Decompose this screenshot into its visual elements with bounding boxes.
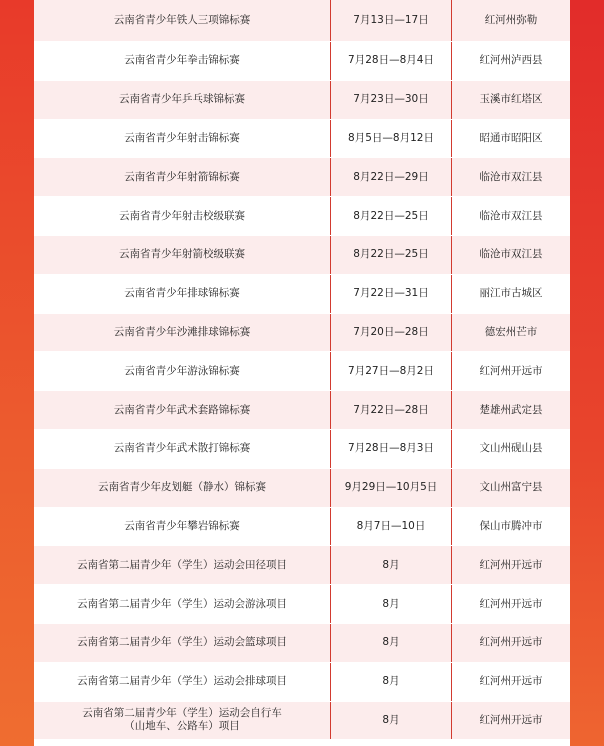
event-date: 7月22日—28日: [330, 391, 452, 429]
event-name: 云南省青少年攀岩锦标赛: [124, 519, 240, 532]
table-row: [34, 624, 570, 663]
event-name: 云南省青少年皮划艇（静水）锦标赛: [98, 481, 266, 494]
event-name: 云南省青少年射击锦标赛: [124, 131, 240, 144]
event-date: 8月5日—8月12日: [330, 120, 452, 158]
table-row: [34, 275, 570, 314]
event-location: 红河州开远市: [479, 675, 543, 688]
event-name-cell: [34, 702, 330, 740]
event-name-cell: [34, 275, 330, 313]
event-date: 9月29日—10月5日: [330, 469, 452, 507]
event-date: 7月13日—17日: [330, 0, 452, 41]
event-name: 云南省青少年武术套路锦标赛: [113, 403, 251, 416]
event-name: 云南省青少年游泳锦标赛: [124, 364, 240, 377]
event-date: 8月: [330, 702, 452, 740]
event-location: 红河州开远市: [479, 364, 543, 377]
schedule-table: [34, 0, 570, 746]
table-row: [34, 81, 570, 120]
event-name: 云南省青少年射箭锦标赛: [124, 170, 240, 183]
event-name: 云南省青少年武术散打锦标赛: [113, 442, 251, 455]
event-date: 7月27日—8月2日: [330, 352, 452, 390]
event-name: 云南省青少年拳击锦标赛: [124, 54, 240, 67]
event-location: 文山州砚山县: [479, 442, 543, 455]
event-name: 云南省青少年沙滩排球锦标赛: [113, 325, 251, 338]
event-date: 7月23日—30日: [330, 81, 452, 119]
event-location: 红河州开远市: [479, 713, 543, 726]
table-row: [34, 0, 570, 42]
table-row: [34, 508, 570, 547]
left-background-border: [0, 0, 34, 746]
event-name-cell: [34, 585, 330, 623]
event-name-cell: [34, 546, 330, 584]
event-date: 8月: [330, 624, 452, 662]
table-row: [34, 314, 570, 353]
table-row: [34, 352, 570, 391]
event-name-cell: [34, 314, 330, 352]
table-row: [34, 546, 570, 585]
event-date: 7月28日—8月3日: [330, 430, 452, 468]
event-location: 德宏州芒市: [484, 325, 538, 338]
event-location: 红河州弥勒: [484, 14, 538, 26]
event-name: 云南省青少年排球锦标赛: [124, 287, 240, 300]
event-location: 文山州富宁县: [479, 481, 543, 494]
event-name-cell: [34, 352, 330, 390]
event-location: 红河州开远市: [479, 558, 543, 571]
event-name-cell: [34, 0, 330, 41]
event-date: 8月7日—10日: [330, 508, 452, 546]
event-date: 7月22日—31日: [330, 275, 452, 313]
event-location: 红河州泸西县: [479, 54, 543, 67]
event-date: 8月22日—29日: [330, 158, 452, 196]
event-location: 红河州开远市: [479, 636, 543, 649]
table-row: [34, 120, 570, 159]
event-location: 玉溪市红塔区: [479, 93, 543, 106]
event-name-cell: [34, 236, 330, 274]
event-name: 云南省青少年射箭校级联赛: [119, 248, 245, 261]
table-row: [34, 469, 570, 508]
event-date: 8月: [330, 585, 452, 623]
event-name: 云南省第二届青少年（学生）运动会游泳项目: [77, 597, 287, 610]
event-location: 临沧市双江县: [479, 209, 543, 222]
event-date: 8月22日—25日: [330, 197, 452, 235]
table-row: [34, 158, 570, 197]
event-location: 红河州开远市: [479, 597, 543, 610]
event-name-cell: [34, 469, 330, 507]
table-row: [34, 663, 570, 702]
event-date: 8月: [330, 546, 452, 584]
event-date: 8月22日—25日: [330, 236, 452, 274]
event-location: 昭通市昭阳区: [479, 131, 543, 144]
table-row: [34, 585, 570, 624]
event-name-cell: [34, 120, 330, 158]
event-location: 临沧市双江县: [479, 170, 543, 183]
table-row: [34, 42, 570, 81]
event-name-cell: [34, 81, 330, 119]
event-name-cell: [34, 624, 330, 662]
table-row: [34, 702, 570, 741]
event-location: 保山市腾冲市: [479, 519, 543, 532]
event-date: 7月28日—8月4日: [330, 42, 452, 80]
event-name-cell: [34, 663, 330, 701]
event-name-cell: [34, 197, 330, 235]
event-name: 云南省第二届青少年（学生）运动会田径项目: [77, 558, 287, 571]
event-name-cell: [34, 508, 330, 546]
event-name: 云南省第二届青少年（学生）运动会排球项目: [77, 675, 287, 688]
event-date: 7月20日—28日: [330, 314, 452, 352]
event-location: 临沧市双江县: [479, 248, 543, 261]
event-name-cell: [34, 391, 330, 429]
event-location: 楚雄州武定县: [479, 403, 543, 416]
event-name: 云南省青少年射击校级联赛: [119, 209, 245, 222]
event-name-cell: [34, 158, 330, 196]
event-name: 云南省第二届青少年（学生）运动会自行车: [82, 707, 282, 720]
event-name: 云南省第二届青少年（学生）运动会篮球项目: [77, 636, 287, 649]
event-location: 丽江市古城区: [479, 287, 543, 300]
table-row: [34, 430, 570, 469]
table-row: [34, 197, 570, 236]
event-name-cell: [34, 42, 330, 80]
event-date: 8月: [330, 663, 452, 701]
event-name: 云南省青少年铁人三项锦标赛: [113, 14, 251, 26]
event-name-line-2: （山地车、公路车）项目: [124, 720, 240, 733]
table-row: [34, 391, 570, 430]
table-row: [34, 236, 570, 275]
event-name: 云南省青少年乒乓球锦标赛: [119, 93, 245, 106]
event-name-cell: [34, 430, 330, 468]
right-background-border: [570, 0, 604, 746]
